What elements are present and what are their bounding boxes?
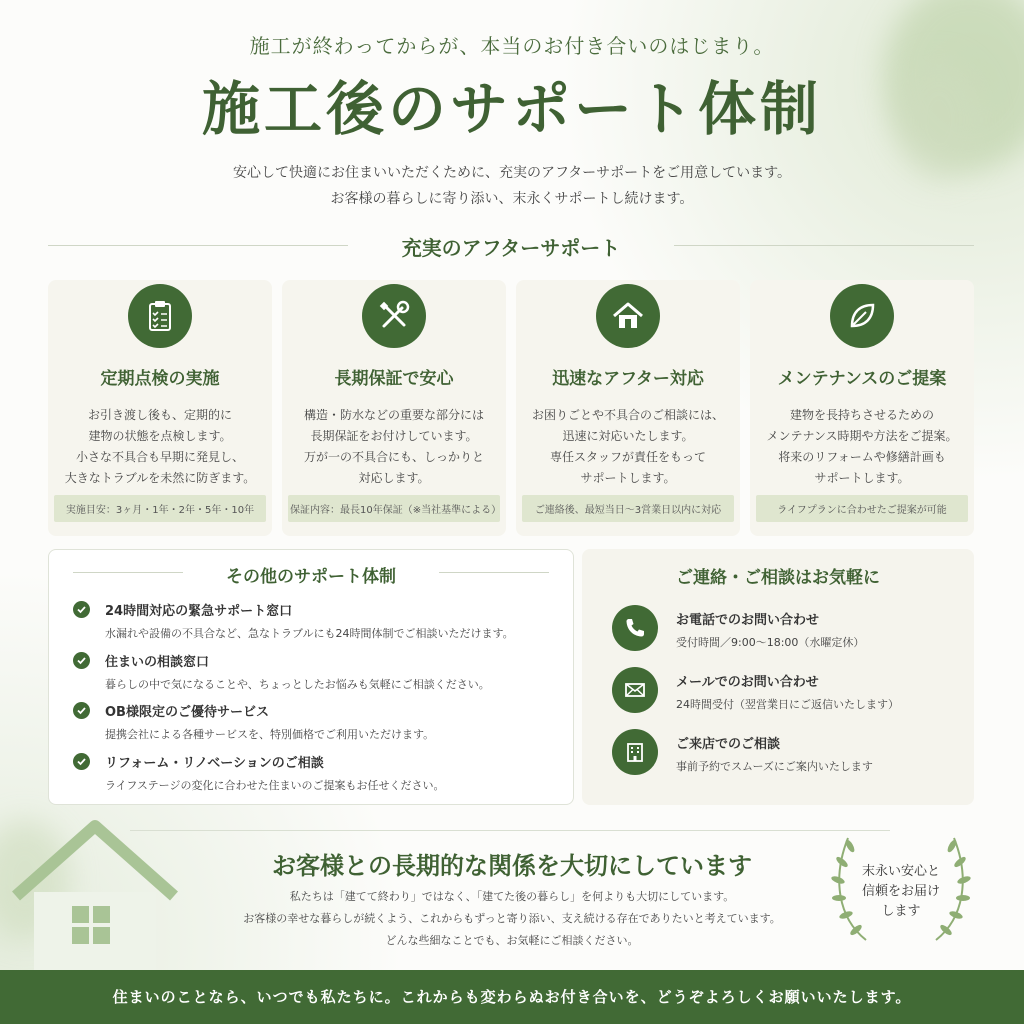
check-icon <box>73 753 90 770</box>
badge-line: します <box>881 904 921 919</box>
card-desc-line: お困りごとや不具合のご相談には、 <box>531 408 724 422</box>
contact-item-title: ご来店でのご相談 <box>676 737 781 752</box>
card-title: 長期保証で安心 <box>334 369 454 389</box>
footer-banner: 住まいのことなら、いつでも私たちに。これからも変わらぬお付き合いを、どうぞよろしくお願いいたします。 <box>0 970 1024 1024</box>
other-support-title: その他のサポート体制 <box>226 567 396 587</box>
badge-line: 信頼をお届け <box>861 884 940 899</box>
card-desc-line: 対応します。 <box>358 471 430 485</box>
closing-title: お客様との長期的な関係を大切にしています <box>272 851 752 880</box>
check-icon <box>73 652 90 669</box>
contact-item-mail[interactable] <box>612 667 962 712</box>
building-icon <box>612 729 658 775</box>
card-desc-line: 小さな不具合も早期に発見し、 <box>75 450 244 464</box>
card-note: 実施目安：3ヶ月・1年・2年・5年・10年 <box>54 495 266 522</box>
intro-line: お客様の暮らしに寄り添い、末永くサポートし続けます。 <box>330 191 694 207</box>
card-desc-line: 将来のリフォームや修繕計画も <box>778 450 946 464</box>
list-item <box>73 701 563 742</box>
contact-panel <box>582 549 974 805</box>
contact-item-phone[interactable] <box>612 605 962 650</box>
list-item-title: 24時間対応の緊急サポート窓口 <box>105 604 293 619</box>
intro-text <box>0 160 1024 212</box>
list-item-title: 住まいの相談窓口 <box>105 655 210 670</box>
card-maintenance <box>750 280 974 536</box>
contact-item-desc: 受付時間／9:00〜18:00（水曜定休） <box>676 636 865 649</box>
list-item-desc: 提携会社による各種サービスを、特別価格でご利用いただけます。 <box>105 728 435 741</box>
page-subtitle: 施工が終わってからが、本当のお付き合いのはじまり。 <box>249 34 775 58</box>
section-heading <box>48 230 974 260</box>
other-support-panel <box>48 549 574 805</box>
intro-line: 安心して快適にお住まいいただくために、充実のアフターサポートをご用意しています。 <box>233 165 791 181</box>
closing-line: お客様の幸せな暮らしが続くよう、これからもずっと寄り添い、支え続ける存在でありたいと考えています。 <box>243 912 781 925</box>
page-title: 施工後のサポート体制 <box>201 75 822 143</box>
card-title: 定期点検の実施 <box>100 369 220 389</box>
card-desc <box>516 405 740 489</box>
contact-item-desc: 24時間受付（翌営業日にご返信いたします） <box>676 698 899 711</box>
card-warranty <box>282 280 506 536</box>
card-desc-line: サポートします。 <box>814 471 910 485</box>
list-item-desc: 暮らしの中で気になることや、ちょっとしたお悩みも気軽にご相談ください。 <box>105 678 490 691</box>
card-title: メンテナンスのご提案 <box>777 369 947 389</box>
card-desc-line: 万が一の不具合にも、しっかりと <box>303 450 484 464</box>
card-desc-line: 長期保証をお付けしています。 <box>310 429 478 443</box>
card-desc-line: サポートします。 <box>580 471 676 485</box>
card-desc-line: メンテナンス時期や方法をご提案。 <box>766 429 958 443</box>
card-desc-line: 迅速に対応いたします。 <box>562 429 694 443</box>
card-desc-line: お引き渡し後も、定期的に <box>87 408 232 422</box>
clipboard-icon <box>128 284 192 348</box>
section-title: 充実のアフターサポート <box>401 236 621 260</box>
closing-line: 私たちは「建てて終わり」ではなく、「建てた後の暮らし」を何よりも大切にしています。 <box>289 890 735 903</box>
tools-icon <box>362 284 426 348</box>
list-item-desc: 水漏れや設備の不具合など、急なトラブルにも24時間体制でご相談いただけます。 <box>105 627 514 640</box>
contact-item-title: お電話でのお問い合わせ <box>676 613 820 628</box>
badge-text <box>826 862 976 922</box>
card-note: ご連絡後、最短当日〜3営業日以内に対応 <box>522 495 734 522</box>
contact-item-desc: 事前予約でスムーズにご案内いたします <box>676 760 873 773</box>
list-item-title: OB様限定のご優待サービス <box>105 705 269 720</box>
leaf-icon <box>830 284 894 348</box>
card-inspection <box>48 280 272 536</box>
list-item <box>73 600 563 641</box>
card-desc <box>282 405 506 489</box>
list-item <box>73 752 563 793</box>
card-desc <box>750 405 974 489</box>
house-icon <box>596 284 660 348</box>
card-desc-line: 構造・防水などの重要な部分には <box>303 408 484 422</box>
list-item-title: リフォーム・リノベーションのご相談 <box>105 756 324 771</box>
list-item <box>73 651 563 692</box>
card-note: 保証内容：最長10年保証（※当社基準による） <box>288 495 500 522</box>
divider <box>130 830 890 831</box>
check-icon <box>73 601 90 618</box>
badge-line: 末永い安心と <box>861 864 940 879</box>
list-item-desc: ライフステージの変化に合わせた住まいのご提案もお任せください。 <box>105 779 445 792</box>
support-cards <box>48 280 974 536</box>
contact-item-visit[interactable] <box>612 729 962 774</box>
contact-title: ご連絡・ご相談はお気軽に <box>676 568 880 588</box>
check-icon <box>73 702 90 719</box>
card-title: 迅速なアフター対応 <box>552 369 704 389</box>
card-desc-line: 大きなトラブルを未然に防ぎます。 <box>64 471 256 485</box>
card-desc <box>48 405 272 489</box>
card-desc-line: 専任スタッフが責任をもって <box>549 450 706 464</box>
card-desc-line: 建物を長持ちさせるための <box>789 408 934 422</box>
card-note: ライフプランに合わせたご提案が可能 <box>756 495 968 522</box>
card-desc-line: 建物の状態を点検します。 <box>88 429 232 443</box>
card-response <box>516 280 740 536</box>
closing-line: どんな些細なことでも、お気軽にご相談ください。 <box>385 934 639 947</box>
contact-item-title: メールでのお問い合わせ <box>676 675 819 690</box>
phone-icon <box>612 605 658 651</box>
mail-icon <box>612 667 658 713</box>
